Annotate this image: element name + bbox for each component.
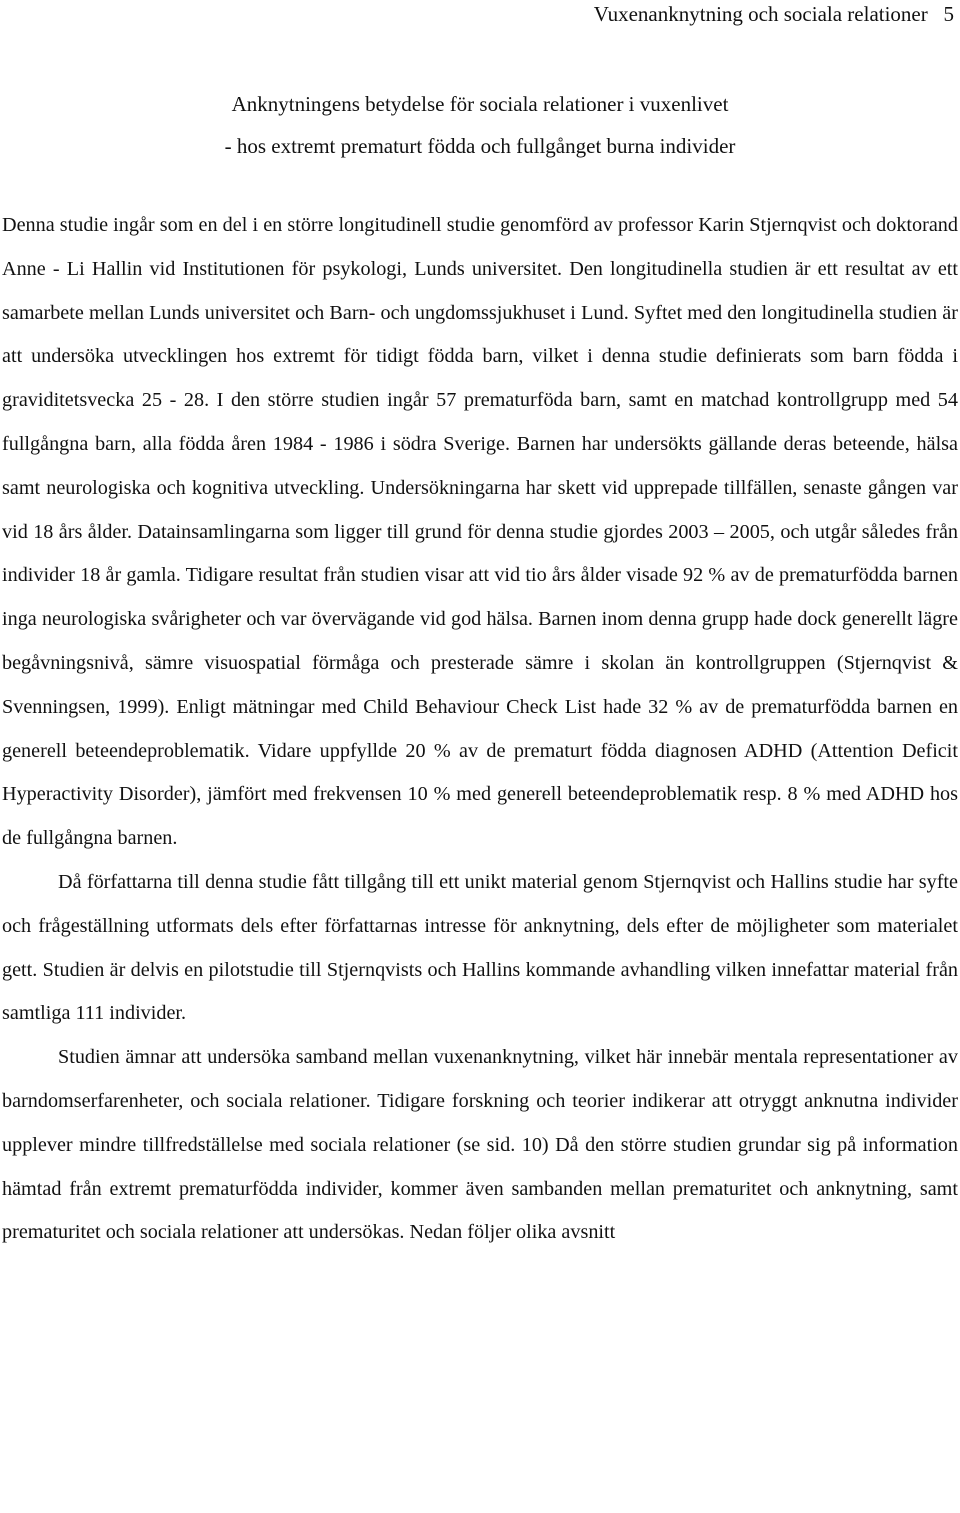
running-header <box>594 0 954 28</box>
paragraph-study-aim: Studien ämnar att undersöka samband mellan vuxenanknytning, vilket här innebär mentala representationer av barndomserfarenheter, och sociala relationer. Tidigare forskning och teorier indikerar att otryggt anknutna individer upplever mindre tillfredställelse med sociala relationer (se sid. 10) Då den större studien grundar sig på information hämtad från extremt prematurfödda individer, kommer även sambanden mellan prematuritet och anknytning, samt prematuritet och sociala relationer att undersökas. Nedan följer olika avsnitt <box>2 1046 958 1244</box>
paragraph-study-background: Denna studie ingår som en del i en större longitudinell studie genomförd av professor Karin Stjernqvist och doktorand Anne - Li Hallin vid Institutionen för psykologi, Lunds universitet. Den longitudinella studien är ett resultat av ett samarbete mellan Lunds universitet och Barn- och ungdomssjukhuset i Lund. Syftet med den longitudinella studien är att undersöka utvecklingen hos extremt för tidigt födda barn, vilket i denna studie definierats som barn födda i graviditetsvecka 25 - 28. I den större studien ingår 57 prematurföda barn, samt en matchad kontrollgrupp med 54 fullgångna barn, alla födda åren 1984 - 1986 i södra Sverige. Barnen har undersökts gällande deras beteende, hälsa samt neurologiska och kognitiva utveckling. Undersökningarna har skett vid upprepade tillfällen, senaste gången var vid 18 års ålder. Datainsamlingarna som ligger till grund för denna studie gjordes 2003 – 2005, och utgår således från individer 18 år gamla. Tidigare resultat från studien visar att vid tio års ålder visade 92 % av de prematurfödda barnen inga neurologiska svårigheter och var övervägande vid god hälsa. Barnen inom denna grupp hade dock generellt lägre begåvningsnivå, sämre visuospatial förmåga och presterade sämre i skolan än kontrollgruppen (Stjernqvist & Svenningsen, 1999). Enligt mätningar med Child Behaviour Check List hade 32 % av de prematurfödda barnen en generell beteendeproblematik. Vidare uppfyllde 20 % av de prematurt födda diagnosen ADHD (Attention Deficit Hyperactivity Disorder), jämfört med frekvensen 10 % med generell beteendeproblematik resp. 8 % med ADHD hos de fullgångna barnen. <box>2 214 958 850</box>
running-title: Vuxenanknytning och sociala relationer <box>593 2 928 26</box>
body-text <box>2 204 958 1255</box>
title-line-1: Anknytningens betydelse för sociala relationer i vuxenlivet <box>231 92 729 116</box>
page-number: 5 <box>943 2 954 26</box>
title-line-2: - hos extremt prematurt födda och fullgånget burna individer <box>224 134 736 158</box>
document-title <box>0 83 960 167</box>
paragraph-material-access: Då författarna till denna studie fått tillgång till ett unikt material genom Stjernqvist och Hallins studie har syfte och frågeställning utformats dels efter författarnas intresse för anknytning, dels efter de möjligheter som materialet gett. Studien är delvis en pilotstudie till Stjernqvists och Hallins kommande avhandling vilken innefattar material från samtliga 111 individer. <box>2 870 958 1025</box>
